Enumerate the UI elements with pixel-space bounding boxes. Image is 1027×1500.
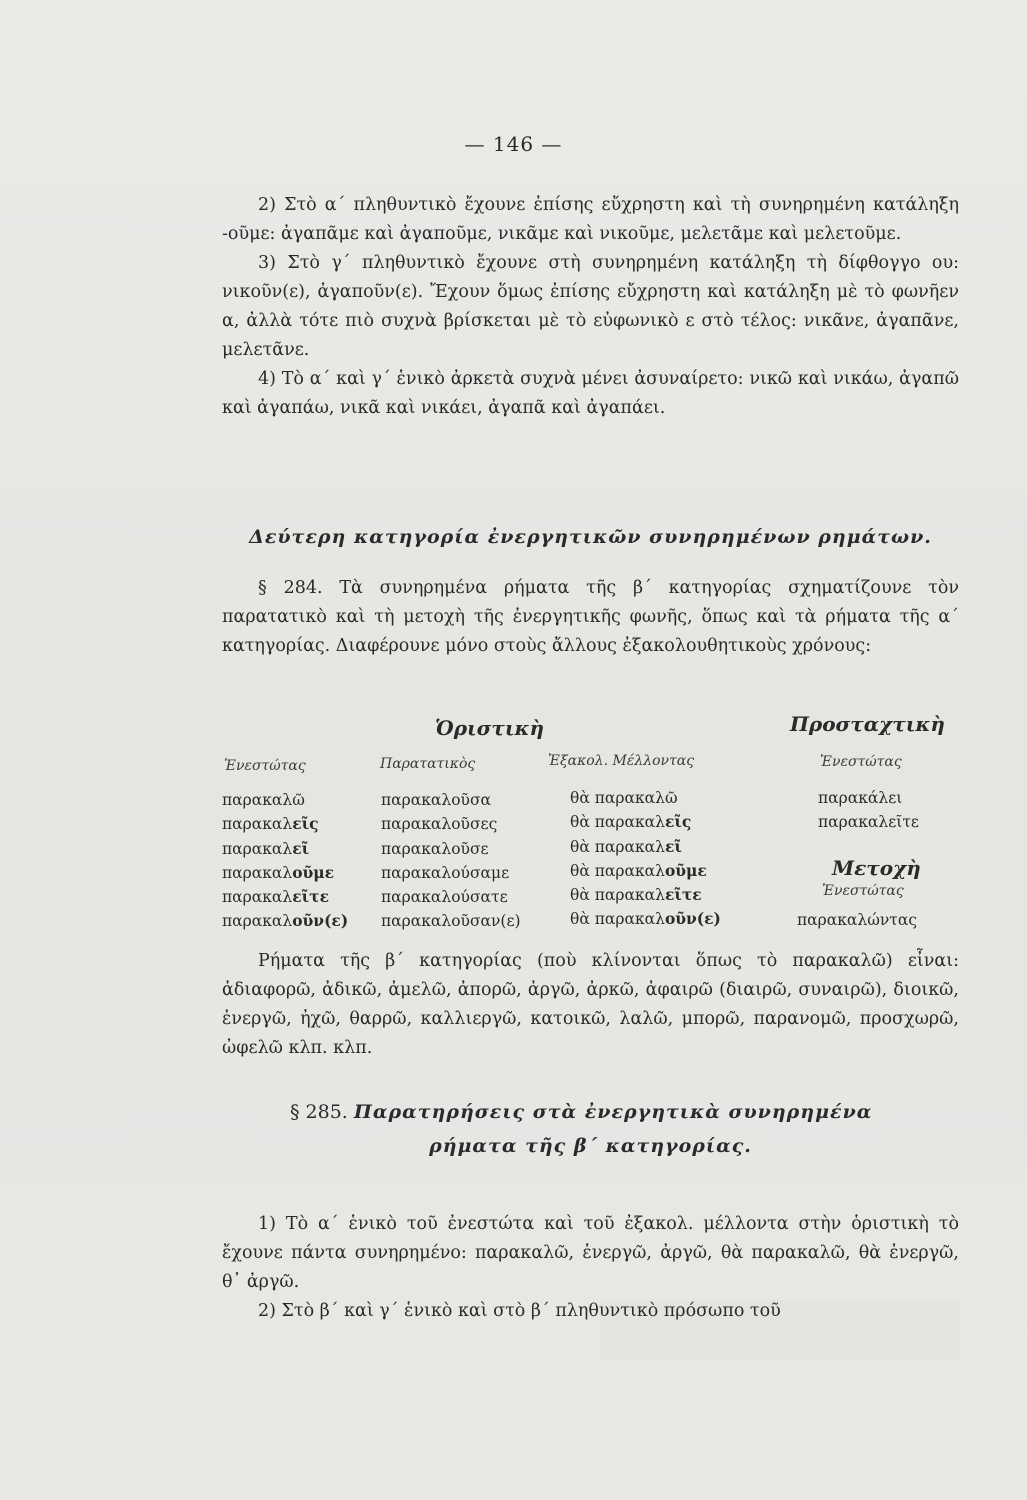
section-heading-second-category: Δεύτερη κατηγορία ἐνεργητικῶν συνηρημένων ρημάτων. — [249, 526, 932, 548]
header-prostaktiki-enestotas: Ἐνεστώτας — [820, 754, 902, 770]
form-mellontas-4: θὰ παρακαλοῦμε — [570, 860, 707, 880]
form-mellontas-3: θὰ παρακαλεῖ — [570, 836, 682, 856]
form-enestotas-1: παρακαλῶ — [222, 791, 305, 809]
body-block-top — [222, 191, 959, 423]
form-paratatikos-1: παρακαλοῦσα — [381, 791, 492, 809]
form-paratatikos-2: παρακαλοῦσες — [381, 815, 498, 834]
column-mellontas — [570, 786, 721, 932]
paragraph-observation-2: 2) Στὸ β΄ καὶ γ΄ ἑνικὸ καὶ στὸ β΄ πληθυντικὸ πρόσωπο τοῦ — [258, 1301, 781, 1321]
form-paratatikos-3: παρακαλοῦσε — [381, 839, 489, 858]
form-mellontas-1: θὰ παρακαλῶ — [570, 789, 678, 807]
body-block-bottom — [222, 1210, 959, 1326]
header-paratatikos: Παρατατικὸς — [380, 756, 476, 772]
paragraph-singular-uncontracted: 4) Τὸ α΄ καὶ γ΄ ἑνικὸ ἀρκετὰ συχνὰ μένει ἀσυναίρετο: νικῶ καὶ νικάω, ἀγαπῶ καὶ ἀγαπάω, νικᾶ καὶ νικάει, ἀγαπᾶ καὶ ἀγαπάει. — [222, 369, 959, 418]
form-metochi: παρακαλώντας — [797, 911, 917, 929]
paragraph-verb-list-text: Ρήματα τῆς β΄ κατηγορίας (ποὺ κλίνονται ὅπως τὸ παρακαλῶ) εἶναι: ἀδιαφορῶ, ἀδικῶ, ἀμελῶ, ἀπορῶ, ἀργῶ, ἀρκῶ, ἀφαιρῶ (διαιρῶ, συναιρῶ), διοικῶ, ἐνεργῶ, ἠχῶ, θαρρῶ, καλλιεργῶ, κατοικῶ, λαλῶ, μπορῶ, παρανομῶ, προσχωρῶ, ὠφελῶ κλπ. κλπ. — [222, 951, 959, 1058]
header-mellontas: Ἐξακολ. Μέλλοντας — [548, 753, 695, 769]
form-enestotas-5: παρακαλεῖτε — [222, 887, 329, 907]
form-mellontas-5: θὰ παρακαλεῖτε — [570, 885, 702, 905]
section-285-title-line2: ρήματα τῆς β΄ κατηγορίας. — [429, 1135, 752, 1157]
paragraph-plural-third: 3) Στὸ γ΄ πληθυντικὸ ἔχουνε στὴ συνηρημένη κατάληξη τὴ δίφθογγο ου: νικοῦν(ε), ἀγαποῦν(ε). Ἔχουν ὅμως ἐπίσης εὔχρηστη καὶ κατάληξη μὲ τὸ φωνῆεν α, ἀλλὰ τότε πιὸ συχνὰ βρίσκεται μὲ τὸ εὐφωνικὸ ε στὸ τέλος: νικᾶνε, ἀγαπᾶνε, μελετᾶνε. — [222, 253, 959, 360]
section-285-title-line1: Παρατηρήσεις στὰ ἐνεργητικὰ συνηρημένα — [353, 1101, 873, 1123]
form-enestotas-6: παρακαλοῦν(ε) — [222, 911, 349, 931]
paragraph-284 — [222, 574, 959, 661]
paragraph-observation-1: 1) Τὸ α΄ ἑνικὸ τοῦ ἐνεστώτα καὶ τοῦ ἐξακολ. μέλλοντα στὴν ὁριστικὴ τὸ ἔχουνε πάντα συνηρημένο: παρακαλῶ, ἐνεργῶ, ἀργῶ, θὰ παρακαλῶ, θὰ ἐνεργῶ, θ᾽ ἀργῶ. — [222, 1214, 959, 1292]
form-enestotas-3: παρακαλεῖ — [222, 838, 310, 858]
form-enestotas-4: παρακαλοῦμε — [222, 862, 335, 882]
column-enestotas — [222, 788, 348, 934]
section-285-number: § 285. — [290, 1101, 348, 1123]
form-mellontas-6: θὰ παρακαλοῦν(ε) — [570, 909, 721, 929]
form-enestotas-2: παρακαλεῖς — [222, 814, 319, 834]
paragraph-284-text: § 284. Τὰ συνηρημένα ρήματα τῆς β΄ κατηγορίας σχηματίζουνε τὸν παρατατικὸ καὶ τὴ μετοχὴ τῆς ἐνεργητικῆς φωνῆς, ὅπως καὶ τὰ ρήματα τῆς α΄ κατηγορίας. Διαφέρουνε μόνο στοὺς ἄλλους ἐξακολουθητικοὺς χρόνους: — [222, 578, 959, 656]
category-prostaktiki: Προσταχτικὴ — [790, 712, 945, 736]
form-paratatikos-6: παρακαλοῦσαν(ε) — [381, 912, 521, 931]
category-oristiki: Ὁριστικὴ — [435, 716, 545, 740]
header-enestotas: Ἐνεστώτας — [224, 758, 306, 774]
form-prostaktiki-2: παρακαλεῖτε — [818, 813, 919, 832]
header-metochi-enestotas: Ἐνεστώτας — [822, 883, 904, 899]
paragraph-plural-first: 2) Στὸ α΄ πληθυντικὸ ἔχουνε ἐπίσης εὔχρηστη καὶ τὴ συνηρημένη κατάληξη -οῦμε: ἀγαπᾶμε καὶ ἀγαποῦμε, νικᾶμε καὶ νικοῦμε, μελετᾶμε καὶ μελετοῦμε. — [222, 195, 959, 244]
form-mellontas-2: θὰ παρακαλεῖς — [570, 812, 692, 832]
column-paratatikos — [381, 788, 521, 934]
column-prostaktiki — [818, 786, 919, 835]
form-paratatikos-4: παρακαλούσαμε — [381, 863, 510, 882]
section-heading-285 — [222, 1095, 959, 1163]
column-metochi — [797, 908, 917, 932]
form-prostaktiki-1: παρακάλει — [818, 789, 903, 807]
page-number: — 146 — — [464, 132, 563, 156]
paragraph-verb-list — [222, 947, 959, 1063]
category-metochi: Μετοχὴ — [832, 856, 921, 880]
form-paratatikos-5: παρακαλούσατε — [381, 888, 508, 907]
